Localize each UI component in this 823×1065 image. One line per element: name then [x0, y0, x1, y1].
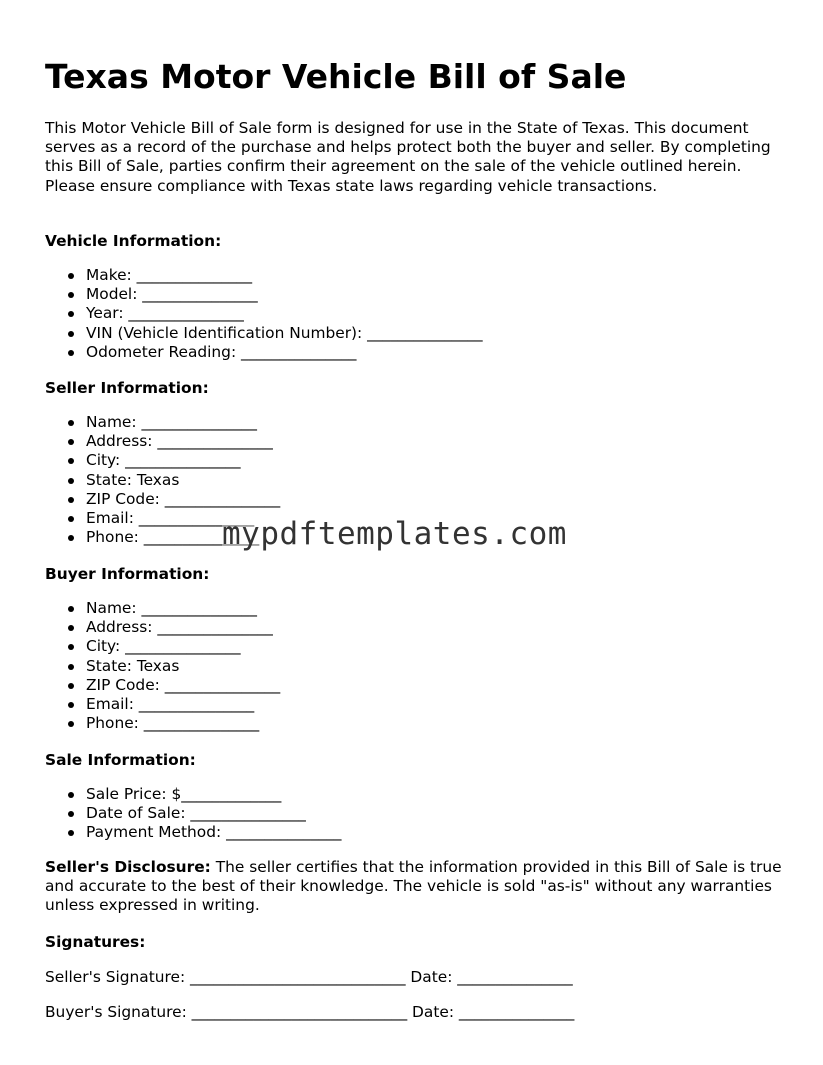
- seller-state-field: State: Texas: [45, 471, 280, 490]
- buyer-phone-field: Phone: _______________: [45, 714, 280, 733]
- seller-zip-field: ZIP Code: _______________: [45, 490, 280, 509]
- seller-email-field: Email: _______________: [45, 509, 280, 528]
- vehicle-field-list: [45, 266, 483, 362]
- vehicle-heading: Vehicle Information:: [45, 232, 222, 250]
- sale-heading: Sale Information:: [45, 751, 196, 769]
- vehicle-odometer-field: Odometer Reading: _______________: [45, 343, 483, 362]
- intro-paragraph: This Motor Vehicle Bill of Sale form is designed for use in the State of Texas. This document serves as a record of the purchase and helps protect both the buyer and seller. By completing this Bill of Sale, parties confirm their agreement on the sale of the vehicle outlined herein. Please ensure compliance with Texas state laws regarding vehicle transactions.: [45, 119, 771, 195]
- payment-method-field: Payment Method: _______________: [45, 823, 342, 842]
- seller-city-field: City: _______________: [45, 451, 280, 470]
- vehicle-vin-field: VIN (Vehicle Identification Number): _______________: [45, 324, 483, 343]
- page-title: Texas Motor Vehicle Bill of Sale: [45, 57, 627, 96]
- buyer-email-field: Email: _______________: [45, 695, 280, 714]
- buyer-zip-field: ZIP Code: _______________: [45, 676, 280, 695]
- buyer-address-field: Address: _______________: [45, 618, 280, 637]
- vehicle-make-field: Make: _______________: [45, 266, 483, 285]
- vehicle-year-field: Year: _______________: [45, 304, 483, 323]
- seller-disclosure: [45, 858, 785, 916]
- buyer-state-field: State: Texas: [45, 657, 280, 676]
- buyer-field-list: [45, 599, 280, 733]
- buyer-heading: Buyer Information:: [45, 565, 210, 583]
- seller-address-field: Address: _______________: [45, 432, 280, 451]
- seller-phone-field: Phone: _______________: [45, 528, 280, 547]
- buyer-name-field: Name: _______________: [45, 599, 280, 618]
- buyer-signature-line: Buyer's Signature: ____________________________ Date: _______________: [45, 1003, 575, 1021]
- seller-heading: Seller Information:: [45, 379, 209, 397]
- sale-date-field: Date of Sale: _______________: [45, 804, 342, 823]
- watermark: mypdftemplates.com: [222, 516, 567, 552]
- sale-price-field: Sale Price: $_____________: [45, 785, 342, 804]
- disclosure-label: Seller's Disclosure:: [45, 858, 211, 876]
- disclosure-text: The seller certifies that the information provided in this Bill of Sale is true and accurate to the best of their knowledge. The vehicle is sold "as-is" without any warranties unless expressed in writing.: [45, 858, 782, 915]
- vehicle-model-field: Model: _______________: [45, 285, 483, 304]
- signatures-heading: Signatures:: [45, 933, 146, 951]
- sale-field-list: [45, 785, 342, 843]
- seller-signature-line: Seller's Signature: ____________________________ Date: _______________: [45, 968, 573, 986]
- seller-name-field: Name: _______________: [45, 413, 280, 432]
- buyer-city-field: City: _______________: [45, 637, 280, 656]
